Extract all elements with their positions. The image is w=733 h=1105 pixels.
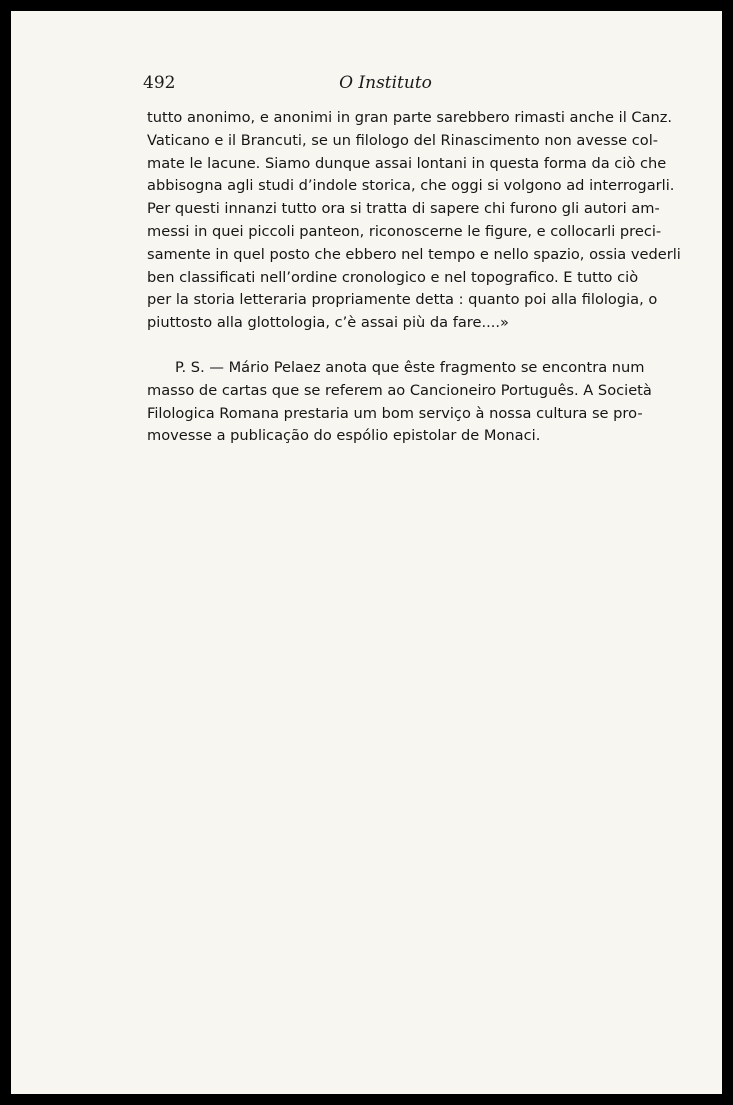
text-line: samente in quel posto che ebbero nel tempo e nello spazio, ossia vederli — [147, 245, 681, 263]
text-line: Filologica Romana prestaria um bom serviço à nossa cultura se pro- — [147, 404, 643, 422]
paragraph-spacer — [147, 335, 632, 357]
text-line: messi in quei piccoli panteon, riconoscerne le figure, e collocarli preci- — [147, 222, 662, 240]
page-number: 492 — [143, 73, 176, 93]
text-line: mate le lacune. Siamo dunque assai lontani in questa forma da ciò che — [147, 154, 667, 172]
paragraph-quote-end — [147, 107, 681, 335]
text-line: piuttosto alla glottologia, c’è assai più da fare....» — [147, 314, 509, 332]
body-text — [147, 107, 681, 448]
text-line: ben classificati nell’ordine cronologico e nel topografico. E tutto ciò — [147, 268, 639, 286]
text-line: Vaticano e il Brancuti, se un filologo del Rinascimento non avesse col- — [147, 131, 659, 149]
text-line: masso de cartas que se referem ao Cancioneiro Português. A Società — [147, 381, 652, 399]
text-line: abbisogna agli studi d’indole storica, che oggi si volgono ad interrogarli. — [147, 177, 675, 195]
running-title: O Instituto — [339, 73, 432, 93]
text-line: Per questi innanzi tutto ora si tratta di sapere chi furono gli autori am- — [147, 200, 660, 218]
text-line: P. S. — Mário Pelaez anota que êste fragmento se encontra num — [175, 358, 645, 376]
text-line: movesse a publicação do espólio epistolar de Monaci. — [147, 427, 541, 445]
book-page — [11, 11, 722, 1094]
page-header — [143, 73, 628, 101]
paragraph-postscript — [147, 357, 652, 448]
text-line: per la storia letteraria propriamente detta : quanto poi alla filologia, o — [147, 291, 658, 309]
text-line: tutto anonimo, e anonimi in gran parte sarebbero rimasti anche il Canz. — [147, 109, 673, 126]
